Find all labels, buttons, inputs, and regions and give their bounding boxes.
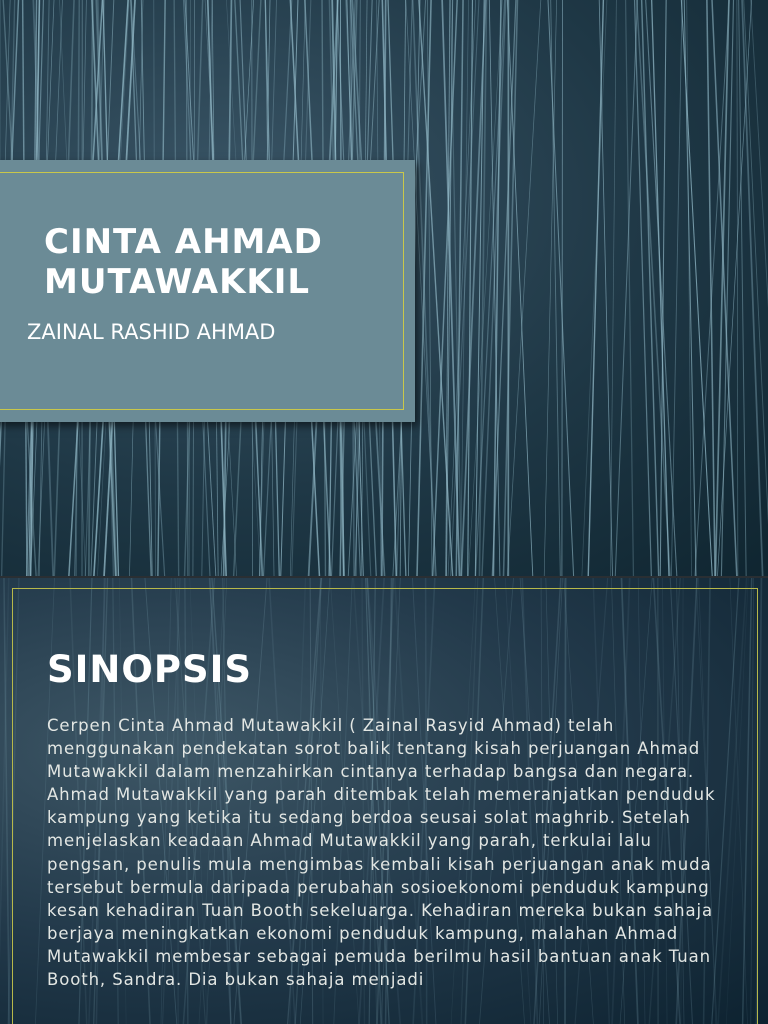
decorative-line <box>548 0 574 576</box>
synopsis-body: Cerpen Cinta Ahmad Mutawakkil ( Zainal Rasyid Ahmad) telah menggunakan pendekatan sorot balik tentang kisah perjuangan Ahmad Mutawakkil dalam menzahirkan cintanya terhadap bangsa dan negara. Ahmad Mutawakkil yang parah ditembak telah memeranjatkan penduduk kampung yang ketika itu sedang berdoa seusai solat maghrib. Setelah menjelaskan keadaan Ahmad Mutawakkil yang parah, terkulai lalu pengsan, penulis mula mengimbas kembali kisah perjuangan anak muda tersebut bermula daripada perubahan sosioekonomi penduduk kampung kesan kehadiran Tuan Booth sekeluarga. Kehadiran mereka bukan sahaja berjaya meningkatkan ekonomi penduduk kampung, malahan Ahmad Mutawakkil membesar sebagai pemuda berilmu hasil bantuan anak Tuan Booth, Sandra. Dia bukan sahaja menjadi <box>47 716 716 990</box>
author-name: ZAINAL RASHID AHMAD <box>27 320 276 344</box>
decorative-line <box>582 0 607 576</box>
decorative-line <box>503 0 517 576</box>
synopsis-slide <box>0 578 768 1024</box>
decorative-line <box>588 0 603 576</box>
decorative-line <box>634 0 651 576</box>
decorative-line <box>671 0 682 576</box>
decorative-line <box>610 0 616 576</box>
title-panel <box>0 160 415 422</box>
decorative-line <box>468 0 473 576</box>
decorative-line <box>562 0 563 576</box>
decorative-line <box>684 0 696 576</box>
decorative-line <box>687 0 692 576</box>
slide-title: CINTA AHMAD MUTAWAKKIL <box>44 222 323 302</box>
section-heading: SINOPSIS <box>47 648 253 691</box>
decorative-line <box>544 0 557 576</box>
decorative-line <box>737 0 738 576</box>
